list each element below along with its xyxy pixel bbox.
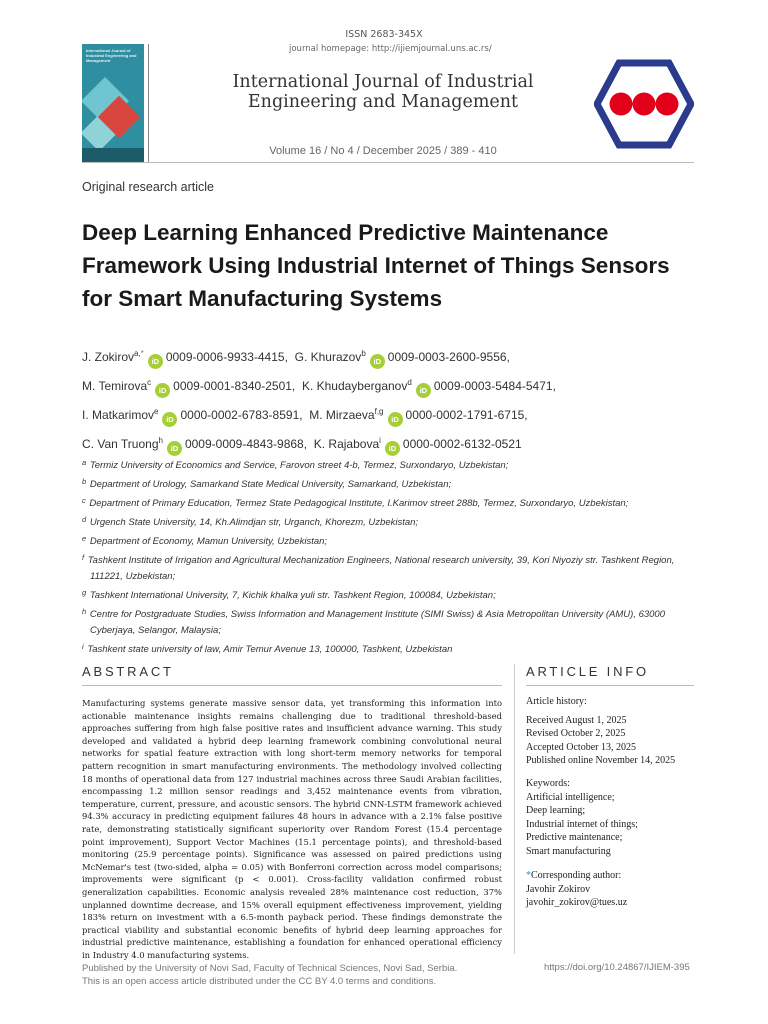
doi-link[interactable]: https://doi.org/10.24867/IJIEM-395: [544, 962, 690, 973]
affiliation: $^f$ Tashkent Institute of Irrigation and Agricultural Mechanization Engineers, National research university, 39, Kori Niyoziy str. Tashkent Region, 111221, Uzbekistan;: [82, 553, 675, 582]
author-line-3: I. Matkarimov$^e$iD 0000-0002-6783-8591, M. Mirzaeva$^{f,g}$iD 0000-0002-1791-6715,: [82, 399, 702, 428]
keyword: Smart manufacturing: [526, 845, 611, 857]
orcid-link[interactable]: 0000-0002-1791-6715: [405, 408, 525, 422]
author-name: C. Van Truong: [82, 437, 159, 451]
cover-title: International Journal of Industrial Engineering and Management: [86, 48, 137, 63]
article-type: Original research article: [82, 180, 214, 194]
orcid-link[interactable]: 0009-0006-9933-4415: [165, 350, 285, 364]
author-name: M. Temirova: [82, 379, 148, 393]
keywords-block: [526, 777, 701, 858]
published-date: Published online November 14, 2025: [526, 755, 676, 766]
keywords-label: Keywords:: [526, 778, 570, 789]
accepted-date: Accepted October 13, 2025: [526, 741, 636, 753]
affiliation: $^b$ Department of Urology, Samarkand State Medical University, Samarkand, Uzbekistan;: [82, 477, 452, 490]
column-separator: [514, 664, 515, 954]
issn: ISSN 2683-345X: [345, 29, 423, 40]
corresponding-email-link[interactable]: javohir_zokirov@tues.uz: [526, 897, 628, 908]
affiliation: $^g$ Tashkent International University, 7, Kichik khalka yuli str. Tashkent Region, 100084, Uzbekistan;: [82, 588, 496, 601]
author-line-1: J. Zokirov$^{a,*}$iD 0009-0006-9933-4415, G. Khurazov$^b$iD 0009-0003-2600-9556,: [82, 341, 702, 370]
footer-publisher: [82, 962, 457, 988]
orcid-link[interactable]: 0009-0003-5484-5471: [433, 379, 553, 393]
article-history: [526, 695, 701, 768]
abstract-heading: ABSTRACT: [82, 664, 174, 679]
author-name: K. Khudayberganov: [301, 379, 408, 393]
author-line-4: C. Van Truong$^h$iD 0009-0009-4843-9868, K. Rajabova$^i$iD 0000-0002-6132-0521: [82, 428, 702, 457]
affiliation: $^h$ Centre for Postgraduate Studies, Swiss Information and Management Institute (SIMI Swiss) & Asia Metropolitan University (AMU), 63000 Cyberjaya, Selangor, Malaysia;: [82, 607, 665, 636]
orcid-link[interactable]: 0009-0009-4843-9868: [184, 437, 304, 451]
keyword: Deep learning;: [526, 805, 586, 816]
keyword: Predictive maintenance;: [526, 832, 623, 843]
orcid-link[interactable]: 0009-0001-8340-2501: [173, 379, 292, 393]
keyword: Artificial intelligence;: [526, 791, 615, 803]
journal-title-line2: Engineering and Management: [247, 92, 519, 112]
orcid-icon[interactable]: iD: [388, 412, 403, 427]
revised-date: Revised October 2, 2025: [526, 728, 626, 739]
article-info-heading: ARTICLE INFO: [526, 664, 649, 679]
author-name: G. Khurazov: [294, 350, 362, 364]
paper-title: Deep Learning Enhanced Predictive Maintenance Framework Using Industrial Internet of Things Sensors for Smart Manufacturing Systems: [82, 220, 670, 311]
corresponding-author: [526, 869, 701, 910]
received-date: Received August 1, 2025: [526, 714, 627, 726]
keyword: Industrial internet of things;: [526, 818, 638, 830]
article-info-rule: [526, 685, 694, 686]
orcid-icon[interactable]: iD: [385, 441, 400, 456]
affiliation: $^i$ Tashkent state university of law, Amir Temur Avenue 13, 100000, Tashkent, Uzbekistan: [82, 642, 453, 655]
journal-logo-icon: [594, 59, 694, 149]
author-line-2: M. Temirova$^c$iD 0009-0001-8340-2501, K. Khudayberganov$^d$iD 0009-0003-5484-5471,: [82, 370, 702, 399]
abstract-text: Manufacturing systems generate massive sensor data, yet transforming this information into actionable maintenance insights remains challenging due to traditional threshold-based approaches suffering from high false positive rates and insufficient advance warning. This study developed and validated a hybrid deep learning framework combining convolutional neural networks for spatial feature extraction with long short-term memory networks for temporal pattern recognition in smart manufacturing environments. The methodology involved collecting 18 months of operational data from 127 industrial machines across three Saudi Arabian facilities, encompassing 1.2 million sensor readings and 3,452 maintenance events from vibration, temperature, current, pressure, and acoustic sensors. The hybrid CNN-LSTM framework achieved 94.3% accuracy in predicting equipment failures 48 hours in advance with a 2.1% false positive rate, demonstrating statistically significant superiority over Random Forest (15.4 percentage point improvement), Support Vector Machines (15.1 percentage points), and threshold-based monitoring (25.9 percentage points). Significance was assessed on paired predictions using McNemar's test (two-sided, alpha = 0.05) with Bonferroni correction across model comparisons; improvements were significant (p < 0.001). Cross-facility validation confirmed robust generalization capabilities. Economic analysis revealed 28% maintenance cost reduction, 37% unplanned downtime decrease, and 15% overall equipment effectiveness improvement, yielding 183% return on investment with a 6.5-month payback period. These findings demonstrate the practical viability and substantial economic benefits of hybrid deep learning approaches for industrial predictive maintenance, establishing a foundation for enhanced operational efficiency in Industry 4.0 manufacturing systems.: [82, 698, 502, 960]
history-label: Article history:: [526, 696, 587, 707]
author-name: J. Zokirov: [82, 350, 135, 364]
affiliation: $^c$ Department of Primary Education, Termez State Pedagogical Institute, I.Karimov street 288b, Termez, Surxondaryo, Uzbekistan;: [82, 496, 629, 509]
affiliation: $^d$ Urgench State University, 14, Kh.Alimdjan str, Urganch, Khorezm, Uzbekistan;: [82, 515, 419, 528]
orcid-link[interactable]: 0000-0002-6132-0521: [402, 437, 522, 451]
orcid-icon[interactable]: iD: [148, 354, 163, 369]
corresponding-label: Corresponding author:: [531, 870, 622, 881]
author-name: M. Mirzaeva: [309, 408, 375, 422]
orcid-icon[interactable]: iD: [155, 383, 170, 398]
journal-cover-image: [82, 44, 144, 162]
affiliation: $^a$ Termiz University of Economics and Service, Farovon street 4-b, Termez, Surxondaryo, Uzbekistan;: [82, 458, 509, 471]
author-list: [82, 341, 702, 457]
journal-title: [150, 72, 616, 112]
affiliation-list: [82, 455, 702, 658]
publisher-text: Published by the University of Novi Sad, Faculty of Technical Sciences, Novi Sad, Serbia.: [82, 963, 458, 974]
orcid-icon[interactable]: iD: [167, 441, 182, 456]
license-text: This is an open access article distributed under the CC BY 4.0 terms and conditions.: [82, 976, 437, 987]
author-name: K. Rajabova: [313, 437, 380, 451]
abstract-rule: [82, 685, 502, 686]
header-rule: [82, 162, 694, 163]
orcid-link[interactable]: 0000-0002-6783-8591: [180, 408, 300, 422]
affiliation: $^e$ Department of Economy, Mamun University, Uzbekistan;: [82, 534, 328, 547]
orcid-icon[interactable]: iD: [416, 383, 431, 398]
corresponding-star: *: [140, 349, 144, 358]
corresponding-name: Javohir Zokirov: [526, 883, 591, 895]
journal-title-line1: International Journal of Industrial: [232, 72, 534, 92]
volume-info: Volume 16 / No 4 / December 2025 / 389 - 410: [269, 145, 497, 157]
corresponding-star: *: [526, 870, 531, 881]
orcid-icon[interactable]: iD: [370, 354, 385, 369]
orcid-icon[interactable]: iD: [162, 412, 177, 427]
author-name: I. Matkarimov: [82, 408, 155, 422]
orcid-link[interactable]: 0009-0003-2600-9556: [387, 350, 507, 364]
header-divider: [148, 44, 149, 162]
journal-homepage-link[interactable]: journal homepage: http://ijiemjournal.uns.ac.rs/: [289, 44, 492, 54]
